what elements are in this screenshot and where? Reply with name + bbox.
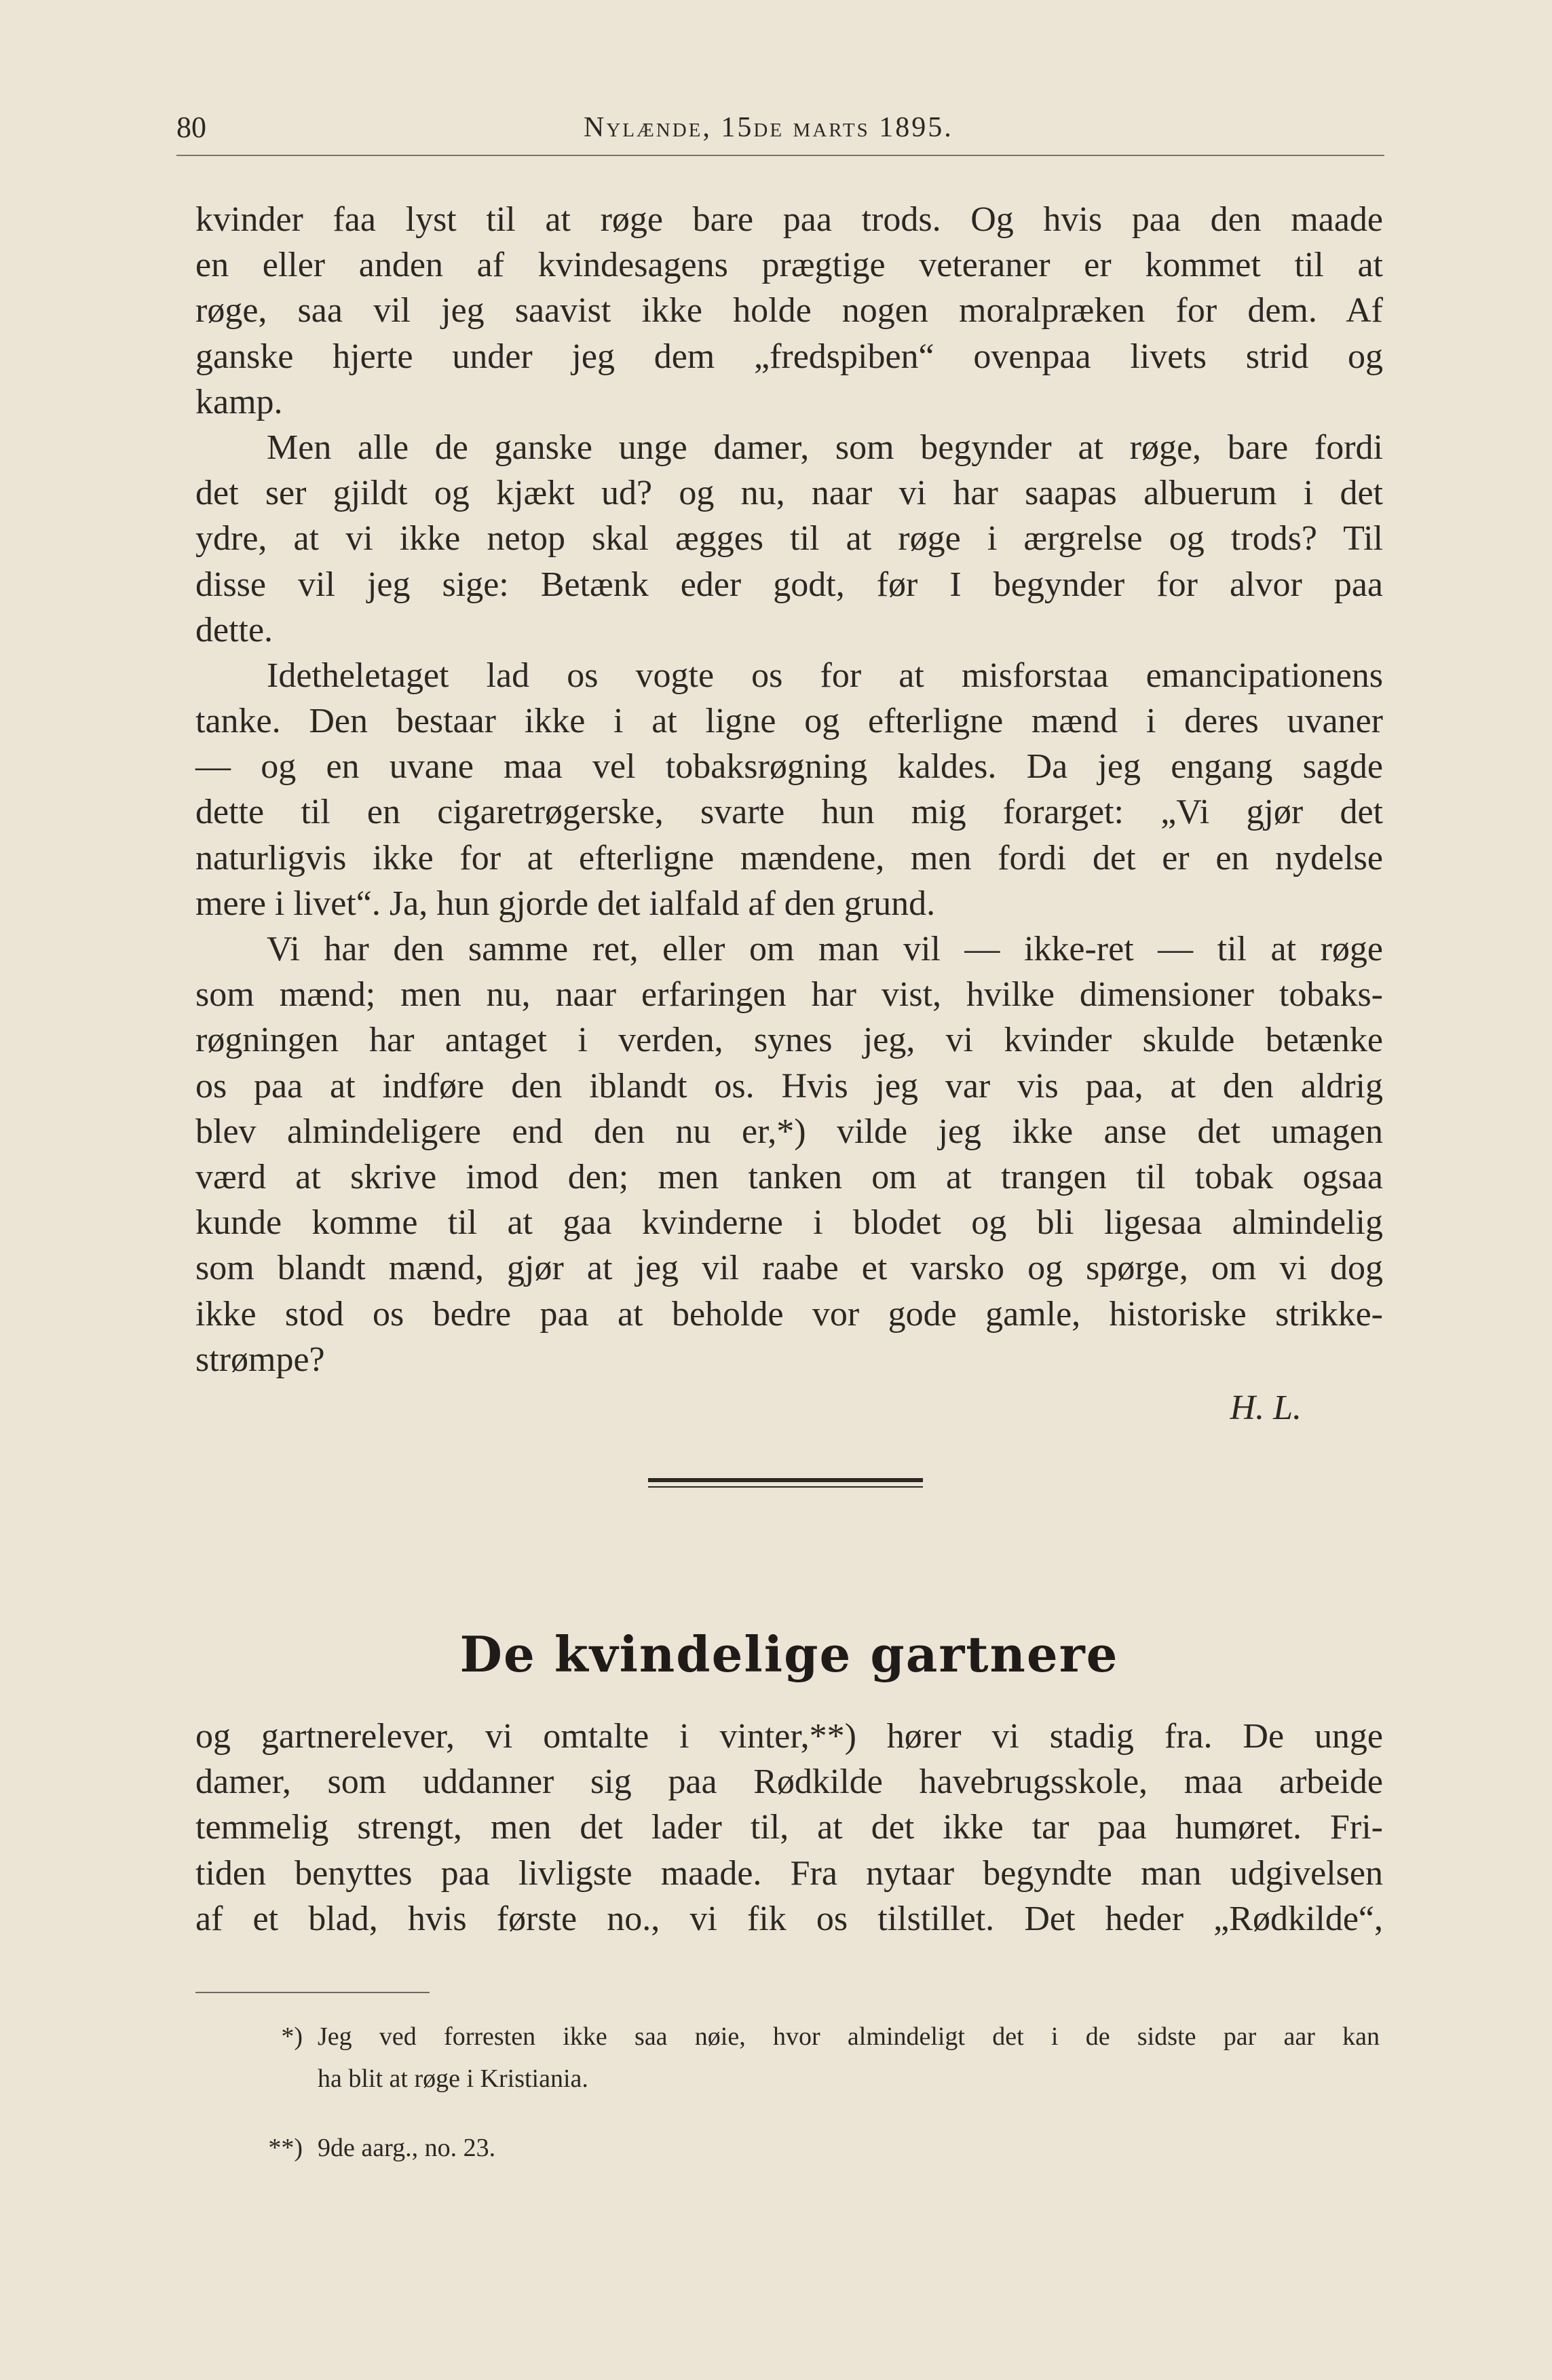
- header-rule: [176, 155, 1384, 156]
- footnote-1: [195, 2016, 1383, 2058]
- text-line: tiden benyttes paa livligste maade. Fra nytaar begyndte man udgivelsen: [195, 1853, 1383, 1893]
- text-line: og gartnerelever, vi omtalte i vinter,**) hører vi stadig fra. De unge: [195, 1717, 1383, 1756]
- section-divider: [648, 1478, 923, 1488]
- article-gardeners: [195, 1714, 1383, 1942]
- text-line: mere i livet“. Ja, hun gjorde det ialfald af den grund.: [195, 884, 936, 923]
- text-line: damer, som uddanner sig paa Rødkilde havebrugsskole, maa arbeide: [195, 1762, 1383, 1802]
- text-line: som mænd; men nu, naar erfaringen har vist, hvilke dimensioner tobaks-: [195, 975, 1383, 1015]
- text-line: Men alle de ganske unge damer, som begynder at røge, bare fordi: [267, 428, 1383, 467]
- footnote-mark: *): [281, 2022, 303, 2051]
- footnote-2: [195, 2127, 1383, 2169]
- footnotes: [195, 2016, 1383, 2169]
- text-line: dette.: [195, 610, 273, 649]
- text-line: det ser gjildt og kjækt ud? og nu, naar vi har saapas albuerum i det: [195, 474, 1383, 513]
- text-line: os paa at indføre den iblandt os. Hvis jeg var vis paa, at den aldrig: [195, 1066, 1383, 1106]
- text-line: tanke. Den bestaar ikke i at ligne og efterligne mænd i deres uvaner: [195, 702, 1383, 741]
- text-line: røge, saa vil jeg saavist ikke holde nogen moralpræken for dem. Af: [195, 291, 1383, 330]
- text-line: blev almindeligere end den nu er,*) vilde jeg ikke anse det umagen: [195, 1112, 1383, 1151]
- page-number: 80: [176, 111, 206, 144]
- author-signature: H. L.: [1230, 1388, 1302, 1427]
- page-header: [176, 102, 1391, 156]
- text-line: som blandt mænd, gjør at jeg vil raabe et varsko og spørge, om vi dog: [195, 1249, 1383, 1288]
- footnote-rule: [195, 1992, 430, 1993]
- text-line: ikke stod os bedre paa at beholde vor gode gamle, historiske strikke-: [195, 1294, 1383, 1334]
- text-line: naturligvis ikke for at efterligne mændene, men fordi det er en nydelse: [195, 838, 1383, 877]
- footnote-text: ha blit at røge i Kristiania.: [318, 2064, 588, 2093]
- text-line: ganske hjerte under jeg dem „fredspiben“ ovenpaa livets strid og: [195, 337, 1383, 376]
- text-line: dette til en cigaretrøgerske, svarte hun mig forarget: „Vi gjør det: [195, 793, 1383, 832]
- text-line: kamp.: [195, 382, 283, 421]
- text-line: røgningen har antaget i verden, synes jeg, vi kvinder skulde betænke: [195, 1021, 1383, 1060]
- text-line: temmelig strengt, men det lader til, at det ikke tar paa humøret. Fri-: [195, 1808, 1383, 1847]
- text-line: en eller anden af kvindesagens prægtige veteraner er kommet til at: [195, 246, 1383, 285]
- footnote-mark: **): [268, 2134, 303, 2162]
- article-smoking: [195, 197, 1383, 1431]
- text-line: kvinder faa lyst til at røge bare paa trods. Og hvis paa den maade: [195, 200, 1383, 239]
- footnote-text: Jeg ved forresten ikke saa nøie, hvor almindeligt det i de sidste par aar kan: [318, 2022, 1380, 2051]
- text-line: strømpe?: [195, 1340, 325, 1379]
- text-line: værd at skrive imod den; men tanken om at trangen til tobak ogsaa: [195, 1157, 1383, 1196]
- text-line: disse vil jeg sige: Betænk eder godt, før I begynder for alvor paa: [195, 565, 1383, 604]
- text-line: — og en uvane maa vel tobaksrøgning kaldes. Da jeg engang sagde: [195, 747, 1383, 787]
- text-line: kunde komme til at gaa kvinderne i blodet og bli ligesaa almindelig: [195, 1203, 1383, 1243]
- text-line: Idetheletaget lad os vogte os for at misforstaa emancipationens: [267, 656, 1383, 695]
- article-title: De kvindelige gartnere: [459, 1625, 1119, 1683]
- text-line: Vi har den samme ret, eller om man vil — ikke-ret — til at røge: [267, 930, 1383, 968]
- footnote-1-continuation: [195, 2058, 1383, 2100]
- text-line: ydre, at vi ikke netop skal ægges til at røge i ærgrelse og trods? Til: [195, 519, 1383, 559]
- text-line: af et blad, hvis første no., vi fik os tilstillet. Det heder „Rødkilde“,: [195, 1899, 1383, 1938]
- running-head: Nylænde, 15de marts 1895.: [584, 112, 953, 143]
- footnote-text: 9de aarg., no. 23.: [318, 2134, 496, 2162]
